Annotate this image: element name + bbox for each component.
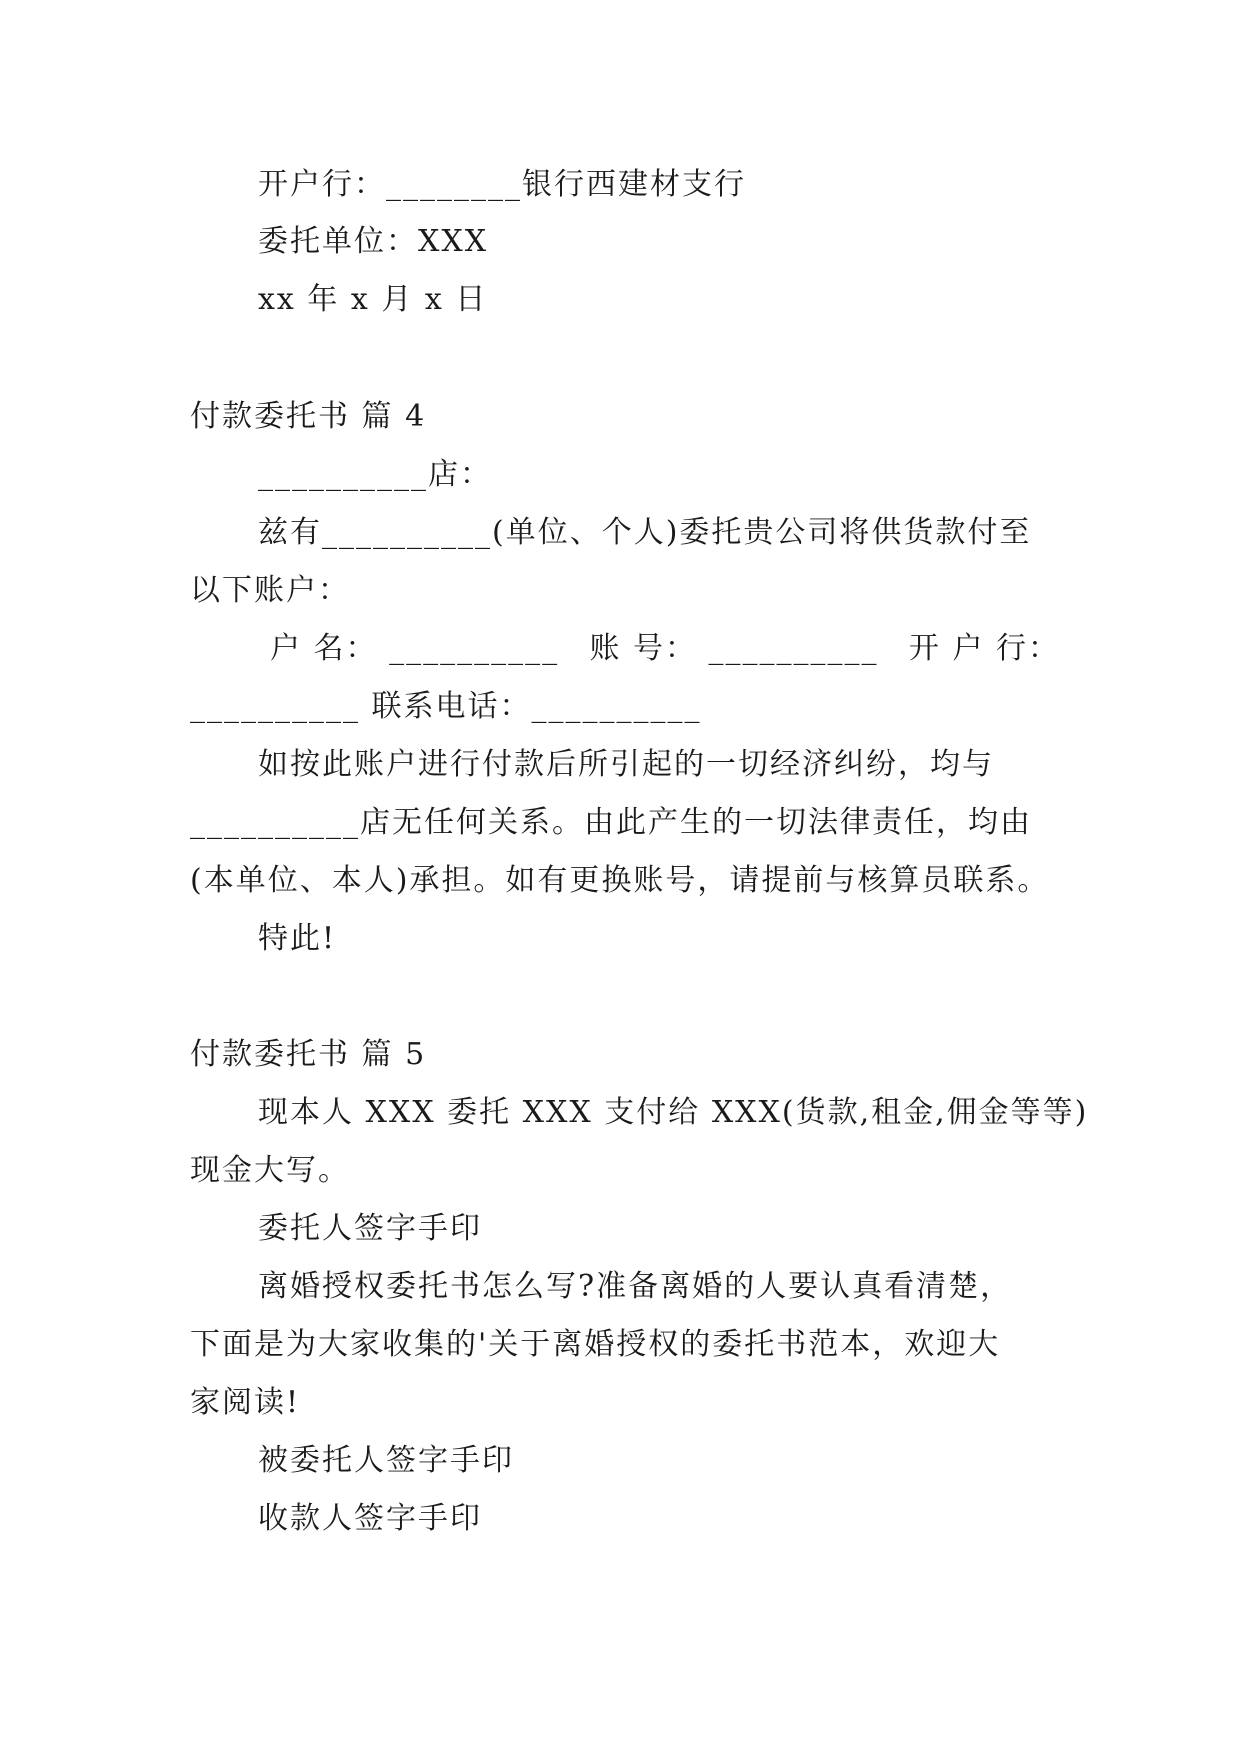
section-4-closing: 特此! (258, 921, 337, 956)
section-4-para2-line2: __________店无任何关系。由此产生的一切法律责任，均由 (190, 805, 1032, 840)
section-5-para2-line1: 离婚授权委托书怎么写?准备离婚的人要认真看清楚， (258, 1269, 1013, 1304)
agent-signature: 被委托人签字手印 (258, 1443, 514, 1478)
account-name: 户 名： __________ (270, 631, 560, 666)
account-info-row (270, 629, 1060, 669)
section-5-para2-line2: 下面是为大家收集的'关于离婚授权的委托书范本，欢迎大 (190, 1327, 1001, 1362)
date-line: xx 年 x 月 x 日 (258, 282, 488, 317)
section-5-para2-line3: 家阅读! (190, 1385, 301, 1420)
shop-line: __________店： (258, 457, 492, 492)
section-5-heading: 付款委托书 篇 5 (190, 1037, 427, 1072)
section-4-para2-line1: 如按此账户进行付款后所引起的一切经济纠纷，均与 (258, 747, 994, 782)
section-4-para1-line2: 以下账户： (190, 573, 350, 608)
account-info-line2: __________ 联系电话：__________ (190, 689, 702, 724)
account-number: 账 号： __________ (589, 631, 879, 666)
section-4-para1-line1: 兹有__________(单位、个人)委托贵公司将供货款付至 (258, 515, 1032, 550)
section-4-heading: 付款委托书 篇 4 (190, 399, 427, 434)
principal-signature: 委托人签字手印 (258, 1211, 482, 1246)
bank-line: 开户行：________银行西建材支行 (258, 167, 746, 202)
payee-signature: 收款人签字手印 (258, 1501, 482, 1536)
section-5-para1-line2: 现金大写。 (190, 1153, 350, 1188)
entrust-unit: 委托单位：XXX (258, 224, 489, 259)
account-bank: 开 户 行： (908, 631, 1060, 666)
section-5-para1-line1: 现本人 XXX 委托 XXX 支付给 XXX(货款,租金,佣金等等) (258, 1095, 1089, 1130)
section-4-para2-line3: (本单位、本人)承担。如有更换账号，请提前与核算员联系。 (190, 863, 1050, 898)
